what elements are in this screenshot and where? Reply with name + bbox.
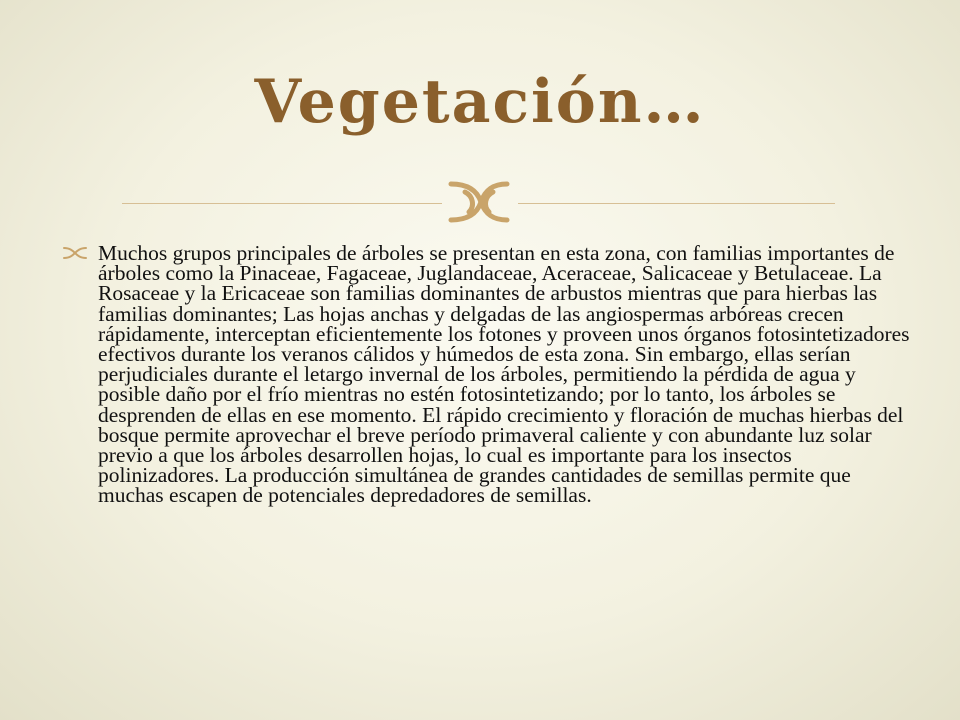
divider-line-right xyxy=(518,203,835,204)
body-paragraph: Muchos grupos principales de árboles se presentan en esta zona, con familias importantes de árboles como la Pinaceae, Fagaceae, Juglandaceae, Aceraceae, Salicaceae y Betulaceae. La Rosaceae y la Ericaceae son familias dominantes de arbustos mientras que para hierbas las familias dominantes; Las hojas anchas y delgadas de las angiospermas arbóreas crecen rápidamente, interceptan eficientemente los fotones y proveen unos órganos fotosintetizadores efectivos durante los veranos cálidos y húmedos de esta zona. Sin embargo, ellas serían perjudiciales durante el letargo invernal de los árboles, permitiendo la pérdida de agua y posible daño por el frío mientras no estén fotosintetizando; por lo tanto, los árboles se desprenden de ellas en ese momento. El rápido crecimiento y floración de muchas hierbas del bosque permite aprovechar el breve período primaveral caliente y con abundante luz solar previo a que los árboles desarrollen hojas, lo cual es importante para los insectos polinizadores. La producción simultánea de grandes cantidades de semillas permite que muchas escapen de potenciales depredadores de semillas. xyxy=(98,241,910,508)
ornament-icon xyxy=(447,176,511,228)
bullet-ornament-icon xyxy=(62,245,88,261)
divider-line-left xyxy=(122,203,442,204)
slide-title: Vegetación… xyxy=(254,67,706,137)
body-text-block xyxy=(62,243,912,506)
